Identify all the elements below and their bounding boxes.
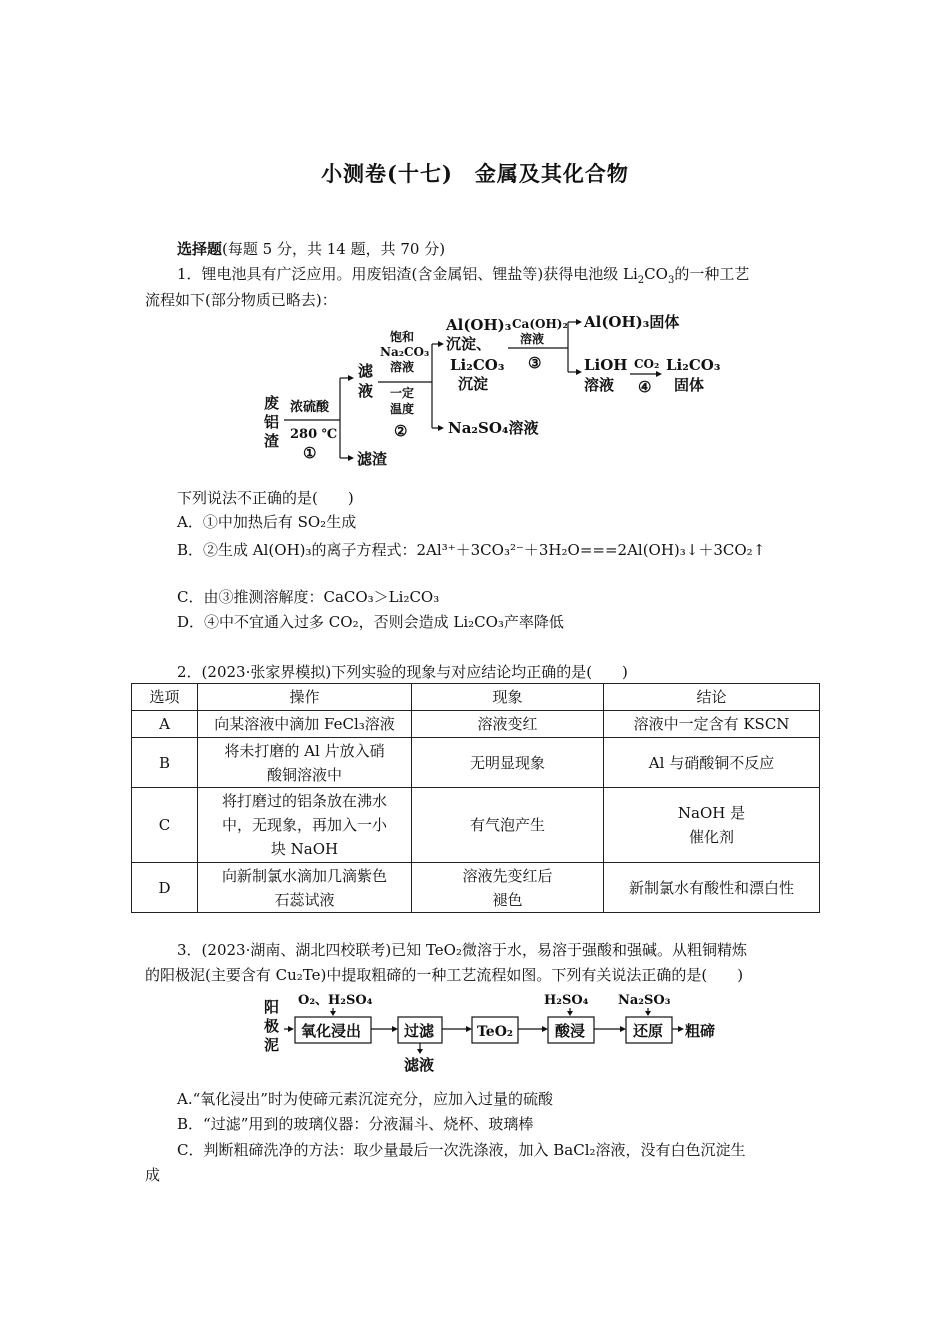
flow1-start-3: 渣: [264, 432, 280, 450]
table-cell: 溶液变红: [412, 711, 604, 738]
table-cell: 新制氯水有酸性和漂白性: [604, 863, 820, 913]
table-header: 选项: [132, 684, 198, 711]
flow3-box1-label: 氧化浸出: [301, 1022, 362, 1040]
flow1-step4-top: CO₂: [634, 357, 660, 371]
q1-option-c: C．由③推测溶解度：CaCO₃＞Li₂CO₃: [177, 588, 440, 606]
q1-stem-sub: 2: [637, 275, 645, 286]
flow1-product2: 固体: [674, 376, 705, 394]
table-cell: 溶液中一定含有 KSCN: [604, 711, 820, 738]
flow1-step3-num: ③: [528, 354, 542, 372]
flow3-start-2: 极: [264, 1017, 280, 1035]
flow1-step4-num: ④: [638, 378, 652, 396]
flow1-lioh1: LiOH: [584, 356, 628, 374]
q3-stem-line1: 3．(2023·湖南、湖北四校联考)已知 TeO₂微溶于水，易溶于强酸和强碱。从粗铜精炼: [177, 941, 747, 959]
flow1-step2-top3: 溶液: [390, 360, 415, 374]
flow3-start-1: 阳: [264, 998, 280, 1016]
flow1-na2so4: Na₂SO₄溶液: [448, 419, 539, 437]
flow1-step1-top: 浓硫酸: [290, 400, 330, 415]
q3-option-b: B．“过滤”用到的玻璃仪器：分液漏斗、烧杯、玻璃棒: [177, 1115, 534, 1133]
flow3-box4-label: 酸浸: [555, 1022, 586, 1040]
table-cell: 溶液先变红后褪色: [412, 863, 604, 913]
section-header: [177, 239, 445, 259]
table-header: 现象: [412, 684, 604, 711]
flow3-reagent1: O₂、H₂SO₄: [298, 993, 373, 1008]
table-header: 结论: [604, 684, 820, 711]
flow1-lioh2: 溶液: [584, 376, 615, 394]
q3-flowchart: [258, 984, 720, 1076]
table-header-row: [132, 684, 820, 711]
table-row: [132, 788, 820, 863]
flow1-precip1: Al(OH)₃: [446, 316, 512, 334]
flow1-step2-top2: Na₂CO₃: [380, 345, 430, 359]
flow3-box3-label: TeO₂: [477, 1024, 514, 1040]
q1-stem-line1: [177, 264, 749, 284]
q1-stem-part: 的一种工艺: [674, 265, 750, 283]
flow1-step3-top2: 溶液: [520, 332, 545, 346]
flow1-step2-bottom2: 温度: [390, 402, 415, 416]
q1-stem-line2: 流程如下(部分物质已略去)：: [145, 291, 337, 309]
flow1-aloh-solid: Al(OH)₃固体: [584, 313, 680, 331]
flow1-start-1: 废: [264, 394, 280, 412]
flow1-step2-bottom1: 一定: [390, 386, 415, 400]
table-cell: NaOH 是催化剂: [604, 788, 820, 863]
table-cell: 将未打磨的 Al 片放入硝酸铜溶液中: [198, 738, 412, 788]
q1-option-d: D．④中不宜通入过多 CO₂，否则会造成 Li₂CO₃产率降低: [177, 613, 564, 631]
flow1-step1-bottom: 280 ℃: [290, 427, 338, 442]
q1-flowchart: [258, 308, 720, 474]
q1-stem-sub: 3: [667, 275, 675, 286]
flow1-precip4: 沉淀: [458, 375, 489, 393]
table-cell: A: [132, 711, 198, 738]
flow1-step2-top1: 饱和: [390, 330, 415, 344]
table-row: [132, 738, 820, 788]
q3-option-c-line2: 成: [145, 1166, 161, 1184]
q1-option-b: B．②生成 Al(OH)₃的离子方程式：2Al³⁺＋3CO₃²⁻＋3H₂O===2Al(OH)₃↓＋3CO₂↑: [177, 541, 766, 559]
flow3-start-3: 泥: [264, 1036, 280, 1054]
table-cell: 无明显现象: [412, 738, 604, 788]
table-cell: 将打磨过的铝条放在沸水中，无现象，再加入一小块 NaOH: [198, 788, 412, 863]
table-row: [132, 863, 820, 913]
flow1-precip3: Li₂CO₃: [450, 356, 505, 374]
q3-option-a: A.“氧化浸出”时为使碲元素沉淀充分，应加入过量的硫酸: [177, 1090, 553, 1108]
table-header: 操作: [198, 684, 412, 711]
q3-stem-line2: 的阳极泥(主要含有 Cu₂Te)中提取粗碲的一种工艺流程如图。下列有关说法正确的是( ): [145, 966, 744, 984]
q2-table: [131, 683, 820, 913]
flow3-reagent3: Na₂SO₃: [618, 993, 671, 1008]
table-cell: C: [132, 788, 198, 863]
flow3-reagent2: H₂SO₄: [544, 993, 589, 1008]
flow3-box5-label: 还原: [633, 1022, 664, 1040]
table-cell: B: [132, 738, 198, 788]
table-cell: 向新制氯水滴加几滴紫色石蕊试液: [198, 863, 412, 913]
flow1-start-2: 铝: [264, 413, 280, 431]
flow1-step2-num: ②: [394, 422, 408, 440]
flow1-step1-num: ①: [303, 444, 317, 462]
section-label: 选择题: [177, 240, 223, 258]
q1-option-a: A．①中加热后有 SO₂生成: [177, 513, 357, 531]
q1-stem-part: 1．锂电池具有广泛应用。用废铝渣(含金属铝、锂盐等)获得电池级 Li: [177, 265, 638, 283]
q3-option-c-line1: C．判断粗碲洗净的方法：取少量最后一次洗涤液，加入 BaCl₂溶液，没有白色沉淀生: [177, 1141, 746, 1159]
section-note: (每题 5 分，共 14 题，共 70 分): [222, 240, 446, 258]
flow3-filtrate: 滤液: [404, 1056, 435, 1074]
q1-stem-part: CO: [644, 265, 668, 283]
flow3-box2-label: 过滤: [404, 1022, 435, 1040]
q1-question: 下列说法不正确的是( ): [177, 489, 354, 507]
q2-stem: 2．(2023·张家界模拟)下列实验的现象与对应结论均正确的是( ): [177, 663, 628, 681]
table-cell: 向某溶液中滴加 FeCl₃溶液: [198, 711, 412, 738]
flow1-step3-top1: Ca(OH)₂: [512, 317, 568, 331]
flow1-residue: 滤渣: [357, 450, 388, 468]
page-title: 小测卷(十七) 金属及其化合物: [321, 161, 629, 186]
table-cell: 有气泡产生: [412, 788, 604, 863]
flow1-precip2: 沉淀、: [446, 335, 492, 353]
flow1-product1: Li₂CO₃: [666, 356, 720, 374]
flow1-filtrate-2: 液: [358, 382, 374, 400]
flow3-product: 粗碲: [685, 1022, 716, 1040]
table-cell: Al 与硝酸铜不反应: [604, 738, 820, 788]
table-cell: D: [132, 863, 198, 913]
flow1-filtrate-1: 滤: [358, 362, 374, 380]
table-row: [132, 711, 820, 738]
